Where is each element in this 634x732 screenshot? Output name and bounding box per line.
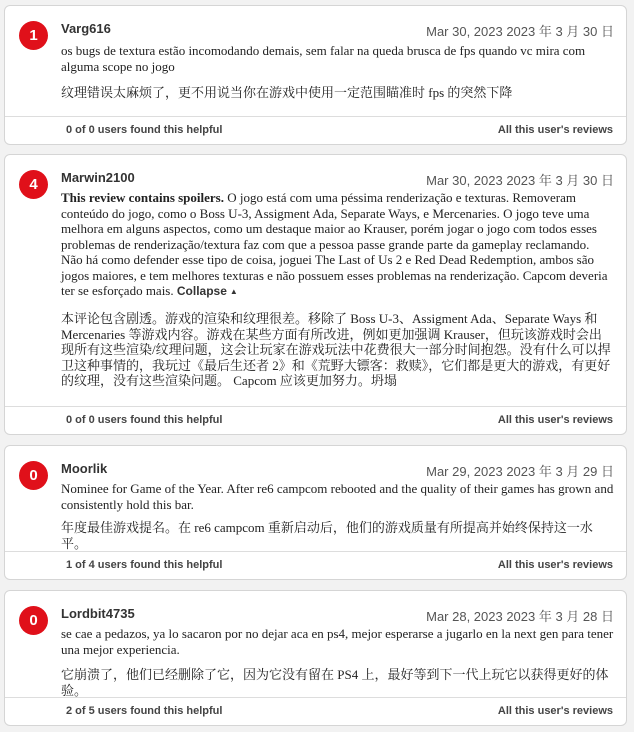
helpful-count-link[interactable]: 0 of 0 users found this helpful [66,414,223,426]
review-text: os bugs de textura estão incomodando demais, sem falar na queda brusca de fps quando vc mira com alguma scope no jogo [61,43,586,74]
score-badge: 0 [19,606,48,635]
review-footer [5,697,626,725]
review-card [4,5,627,145]
all-user-reviews-link[interactable]: All this user's reviews [497,414,613,426]
all-user-reviews-link[interactable]: All this user's reviews [497,124,613,136]
review-footer [5,406,626,434]
caret-up-icon: ▲ [229,287,238,296]
review-translation: 纹理错误太麻烦了，更不用说当你在游戏中使用一定范围瞄准时 fps 的突然下降 [61,85,513,100]
review-text: se cae a pedazos, ya lo sacaron por no dejar aca en ps4, mejor esperarse a jugarlo en la next gen para tener una mejor experiencia. [61,626,614,657]
score-badge: 0 [19,461,48,490]
review-card [4,154,627,435]
review-body: O jogo está com uma péssima renderização e texturas. Removeram conteúdo do jogo, como o Boss U-3, Assigment Ada, Separate Ways, e Mercenaries. O jogo teve uma melhora em alguns aspectos, como um destaque maior ao Krauser, porém jogar o jogo com todos esses problemas de renderização/textura faz com que a pessoa passe grande parte da gameplay reclamando. Não há como defender esse tipo de coisa, joguei The Last of Us 2 e Red Dead Redemption, ambos são jogos maiores, e tem melhores texturas e não possuem esses problemas na renderização. Capcom deveria ter se esforçado mais. [61,190,608,298]
all-user-reviews-link[interactable]: All this user's reviews [497,559,613,571]
review-translation: 本评论包含剧透。游戏的渲染和纹理很差。移除了 Boss U-3、Assigment Ada、Separate Ways 和 Mercenaries 等游戏内容。游戏在某些方面有所改进，例如更加强调 Krauser，但玩该游戏时会出现所有这些渲染/纹理问题，这会让玩家在游戏玩法中花费很大一部分时间抱怨。没有什么可以捍卫这种事情的，我玩过《最后生还者 2》和《荒野大镖客：救赎》，它们都是更大的游戏，有更好的纹理，没有这些渲染问题。 Capcom 应该更加努力。坍塌 [61,311,611,388]
collapse-button[interactable] [177,284,238,298]
helpful-count-link[interactable]: 1 of 4 users found this helpful [66,559,223,571]
review-author[interactable]: Varg616 [61,21,111,36]
review-date: Mar 29, 2023 2023 年 3 月 29 日 [426,464,614,479]
helpful-count-link[interactable]: 0 of 0 users found this helpful [66,124,223,136]
review-date: Mar 30, 2023 2023 年 3 月 30 日 [426,24,614,39]
review-text: Nominee for Game of the Year. After re6 campcom rebooted and the quality of their games has grown and consistently hold this bar. [61,481,614,512]
review-footer [5,116,626,144]
review-text [61,190,614,300]
review-author[interactable]: Moorlik [61,461,108,476]
score-badge: 1 [19,21,48,50]
review-date: Mar 28, 2023 2023 年 3 月 28 日 [426,609,614,624]
review-date: Mar 30, 2023 2023 年 3 月 30 日 [426,173,614,188]
review-card [4,590,627,726]
review-translation: 它崩溃了，他们已经删除了它，因为它没有留在 PS4 上，最好等到下一代上玩它以获得更好的体验。 [61,667,609,698]
score-badge: 4 [19,170,48,199]
collapse-label: Collapse [176,284,227,298]
review-translation: 年度最佳游戏提名。在 re6 campcom 重新启动后，他们的游戏质量有所提高并始终保持这一水平。 [61,520,593,551]
review-footer [5,551,626,579]
all-user-reviews-link[interactable]: All this user's reviews [497,705,613,717]
helpful-count-link[interactable]: 2 of 5 users found this helpful [66,705,223,717]
review-author[interactable]: Marwin2100 [61,170,135,185]
review-author[interactable]: Lordbit4735 [61,606,135,621]
spoiler-label: This review contains spoilers. [61,190,224,205]
review-card [4,445,627,580]
